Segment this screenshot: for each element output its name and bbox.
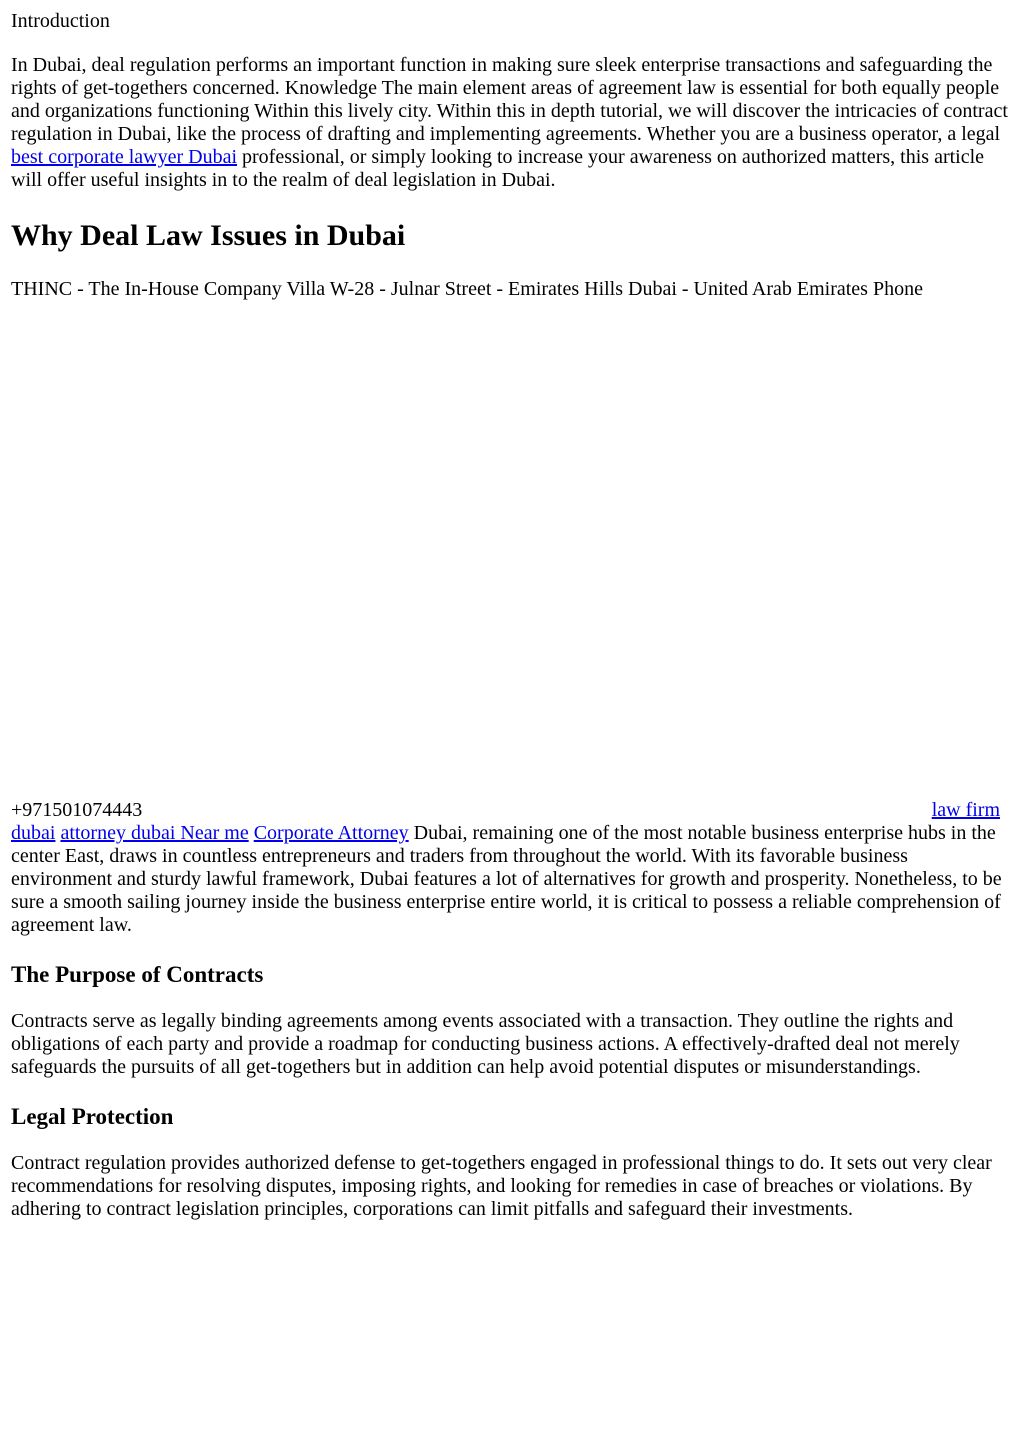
intro-paragraph (11, 54, 1011, 192)
intro-text-after: professional, or simply looking to increase your awareness on authorized matters, this article will offer useful insights in to the realm of deal legislation in Dubai. (11, 146, 985, 191)
law-firm-dubai-link[interactable]: dubai (11, 822, 56, 844)
article (11, 10, 1011, 1221)
section-body-legal-protection: Contract regulation provides authorized defense to get-togethers engaged in professional things to do. It sets out very clear recommendations for resolving disputes, imposing rights, and looking for remedies in case of breaches or violations. By adhering to contract legislation principles, corporations can limit pitfalls and safeguard their investments. (11, 1152, 992, 1220)
section-heading-legal-protection: Legal Protection (11, 1104, 174, 1129)
corporate-attorney-link[interactable]: Corporate Attorney (253, 822, 409, 844)
main-heading: Why Deal Law Issues in Dubai (11, 219, 406, 252)
dubai-paragraph-text: Dubai, remaining one of the most notable business enterprise hubs in the center East, draws in countless entrepreneurs and traders from throughout the world. With its favorable business environment and sturdy lawful framework, Dubai features a lot of alternatives for growth and prosperity. Nonetheless, to be sure a smooth sailing journey inside the business enterprise entire world, it is critical to possess a reliable comprehension of agreement law. (11, 822, 1002, 936)
intro-label: Introduction (11, 10, 110, 32)
law-firm-link[interactable]: law firm (931, 799, 1000, 821)
best-corporate-lawyer-link[interactable]: best corporate lawyer Dubai (11, 146, 238, 168)
embedded-map-area (11, 301, 1011, 799)
section-heading-purpose: The Purpose of Contracts (11, 962, 264, 987)
dubai-paragraph (11, 822, 1011, 937)
section-body-purpose: Contracts serve as legally binding agreements among events associated with a transaction. They outline the rights and obligations of each party and provide a roadmap for conducting business actions. A effectively-drafted deal not merely safeguards the pursuits of all get-togethers but in addition can help avoid potential disputes or misunderstandings. (11, 1010, 960, 1078)
address-text: THINC - The In-House Company Villa W-28 - Julnar Street - Emirates Hills Dubai - United Arab Emirates Phone (11, 278, 923, 300)
phone-line (11, 799, 1011, 822)
phone-number: +971501074443 (11, 799, 143, 821)
attorney-near-me-link[interactable]: attorney dubai Near me (60, 822, 249, 844)
intro-text-before: In Dubai, deal regulation performs an important function in making sure sleek enterprise transactions and safeguarding the rights of get-togethers concerned. Knowledge The main element areas of agreement law is essential for both equally people and organizations functioning Within this lively city. Within this in depth tutorial, we will discover the intricacies of contract regulation in Dubai, like the process of drafting and implementing agreements. Whether you are a business operator, a legal (11, 54, 1008, 145)
